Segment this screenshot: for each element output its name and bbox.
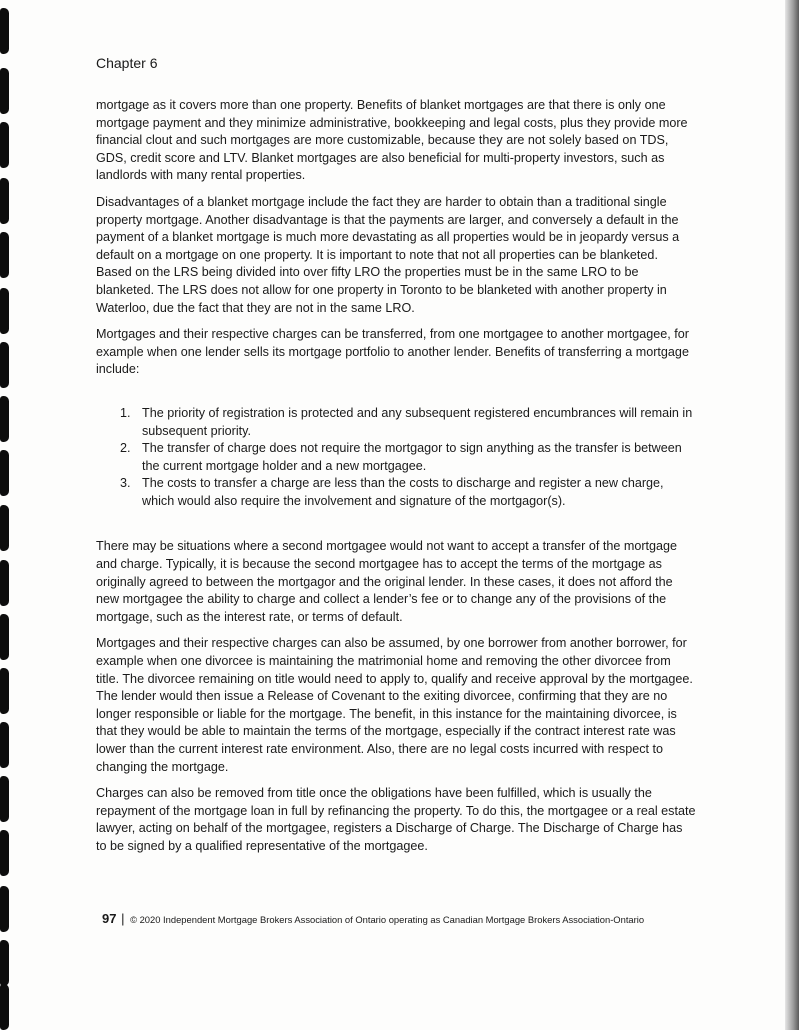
binding-hole [0,668,9,714]
binding-hole [0,984,9,1030]
paragraph-assumption: Mortgages and their respective charges can also be assumed, by one borrower from another borrower, for example when one divorcee is maintaining the matrimonial home and removing the other divorcee from title. The divorcee remaining on title would need to apply to, qualify and receive approval by the mortgagee. The lender would then issue a Release of Covenant to the exiting divorcee, confirming that they are no longer responsible or liable for the mortgage. The benefit, in this instance for the maintaining divorcee, is that they would be able to maintain the terms of the mortgage, especially if the contract interest rate was lower than the current interest rate environment. Also, there are no legal costs incurred with respect to changing the mortgage. [96,636,693,774]
binding-hole [0,396,9,442]
copyright-text: © 2020 Independent Mortgage Brokers Association of Ontario operating as Canadian Mortgage Brokers Association-Ontario [130,914,645,925]
chapter-header: Chapter 6 [96,55,158,71]
binding-hole [0,614,9,660]
binding-hole [0,776,9,822]
page-number: 97 [102,911,117,926]
binding-hole [0,560,9,606]
binding-hole [0,940,9,986]
paragraph-discharge: Charges can also be removed from title once the obligations have been fulfilled, which is usually the repayment of the mortgage loan in full by refinancing the property. To do this, the mortgagee or a real estate lawyer, acting on behalf of the mortgagee, registers a Discharge of Charge. The Discharge of Charge has to be signed by a qualified representative of the mortgagee. [96,786,696,853]
binding-hole [0,178,9,224]
paragraph-blanket-disadvantages: Disadvantages of a blanket mortgage include the fact they are harder to obtain than a traditional single property mortgage. Another disadvantage is that the payments are larger, and conversely a default in the payment of a blanket mortgage is much more devastating as all properties would be in jeopardy versus a default on a mortgage on one property. It is important to note that not all properties can be blanketed. Based on the LRS being divided into over fifty LRO the properties must be in the same LRO to be blanketed. The LRS does not allow for one property in Toronto to be blanketed with another property in Waterloo, due the fact that they are not in the same LRO. [96,194,680,315]
footer-separator: | [121,911,125,926]
list-item-number: 1. [120,405,131,420]
list-item [96,405,696,440]
list-item-text: The costs to transfer a charge are less than the costs to discharge and register a new charge, which would also require the involvement and signature of the mortgagor(s). [142,476,664,508]
paragraph-second-mortgagee: There may be situations where a second mortgagee would not want to accept a transfer of the mortgage and charge. Typically, it is because the second mortgagee has to accept the terms of the mortgage as originally agreed to between the mortgagor and the original lender. In these cases, it does not afford the new mortgagee the ability to charge and collect a lender’s fee or to change any of the provisions of the mortgage, such as the interest rate, or terms of default. [96,539,678,624]
transfer-benefits-list [96,405,696,511]
page-edge-shadow [785,0,799,1030]
list-item [96,475,696,510]
binding-hole [0,886,9,932]
binding-hole [0,232,9,278]
binding-hole [0,450,9,496]
binding-hole [0,722,9,768]
page-footer [102,911,742,926]
list-item-number: 2. [120,441,131,456]
page-body [96,97,696,865]
binding-hole [0,342,9,388]
paragraph-transfer-intro: Mortgages and their respective charges can be transferred, from one mortgagee to another mortgagee, for example when one lender sells its mortgage portfolio to another lender. Benefits of transferring a mortgage include: [96,327,689,377]
binding-hole [0,505,9,551]
binding-hole [0,68,9,114]
binding-hole [0,122,9,168]
list-item-number: 3. [120,476,131,491]
list-item-text: The transfer of charge does not require the mortgagor to sign anything as the transfer is between the current mortgage holder and a new mortgagee. [142,441,682,473]
binding-hole [0,830,9,876]
binding-hole [0,8,9,54]
binding-strip [0,0,22,1030]
paragraph-blanket-benefits: mortgage as it covers more than one property. Benefits of blanket mortgages are that there is only one mortgage payment and they minimize administrative, bookkeeping and legal costs, plus they provide more financial clout and such mortgages are more customizable, because they are not solely based on TDS, GDS, credit score and LTV. Blanket mortgages are also beneficial for multi-property investors, such as landlords with many rental properties. [96,98,688,183]
binding-hole [0,288,9,334]
list-item [96,440,696,475]
list-item-text: The priority of registration is protected and any subsequent registered encumbrances will remain in subsequent priority. [142,405,693,438]
